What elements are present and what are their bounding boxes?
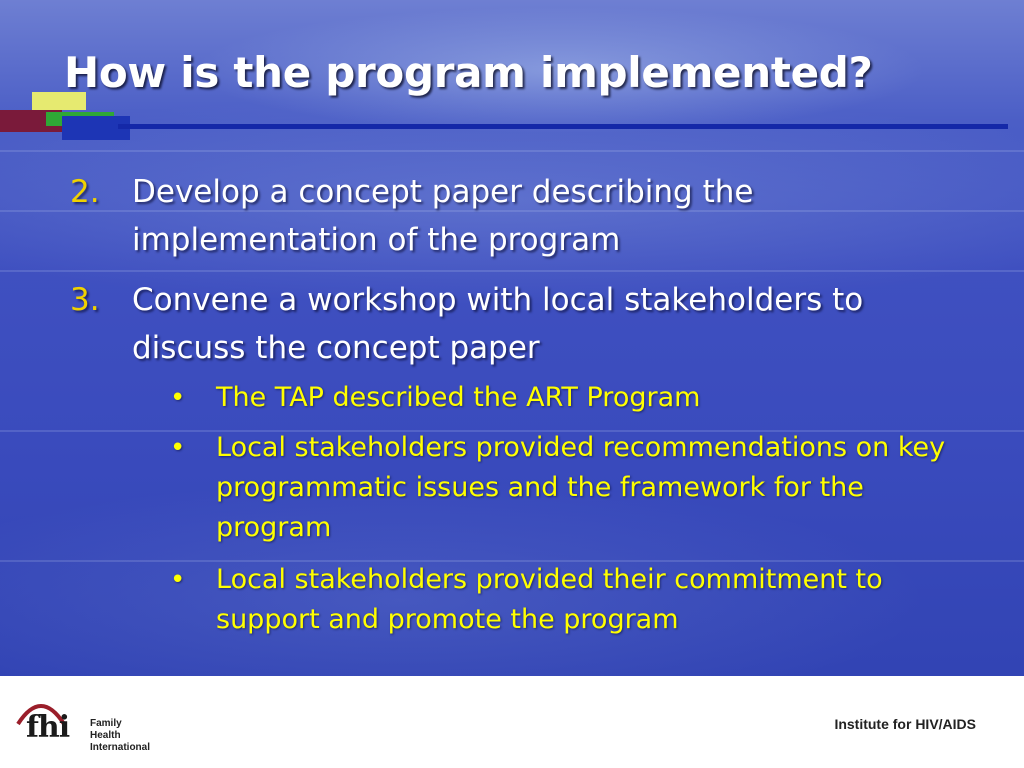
bullet-icon: • [170,433,186,463]
sub-bullet-text: Local stakeholders provided their commitment to support and promote the program [216,564,883,635]
item-number: 3. [70,282,100,318]
bullet-icon: • [170,565,186,595]
sub-bullet-item [170,378,970,418]
item-text: Convene a workshop with local stakeholders to discuss the concept paper [132,282,864,366]
slide-title: How is the program implemented? [64,48,873,97]
institute-label: Institute for HIV/AIDS [834,716,976,732]
item-text: Develop a concept paper describing the implementation of the program [132,174,754,258]
fhi-logo [12,690,152,756]
numbered-item [64,276,984,372]
water-highlight [0,150,1024,152]
logo-wordmark: fhi [26,710,70,745]
sub-bullet-item [170,560,970,640]
slide-footer [0,676,1024,768]
water-highlight [0,270,1024,272]
logo-name-line: Family Health [90,718,122,741]
sub-bullet-text: The TAP described the ART Program [216,382,701,413]
sub-bullet-text: Local stakeholders provided recommendations on key programmatic issues and the framework for the program [216,432,946,543]
logo-name-line: International [90,742,151,753]
logo-organization-name [90,718,152,754]
bullet-icon: • [170,383,186,413]
title-underline [118,124,1008,129]
numbered-item [64,168,984,264]
sub-bullet-item [170,428,970,548]
item-number: 2. [70,174,100,210]
